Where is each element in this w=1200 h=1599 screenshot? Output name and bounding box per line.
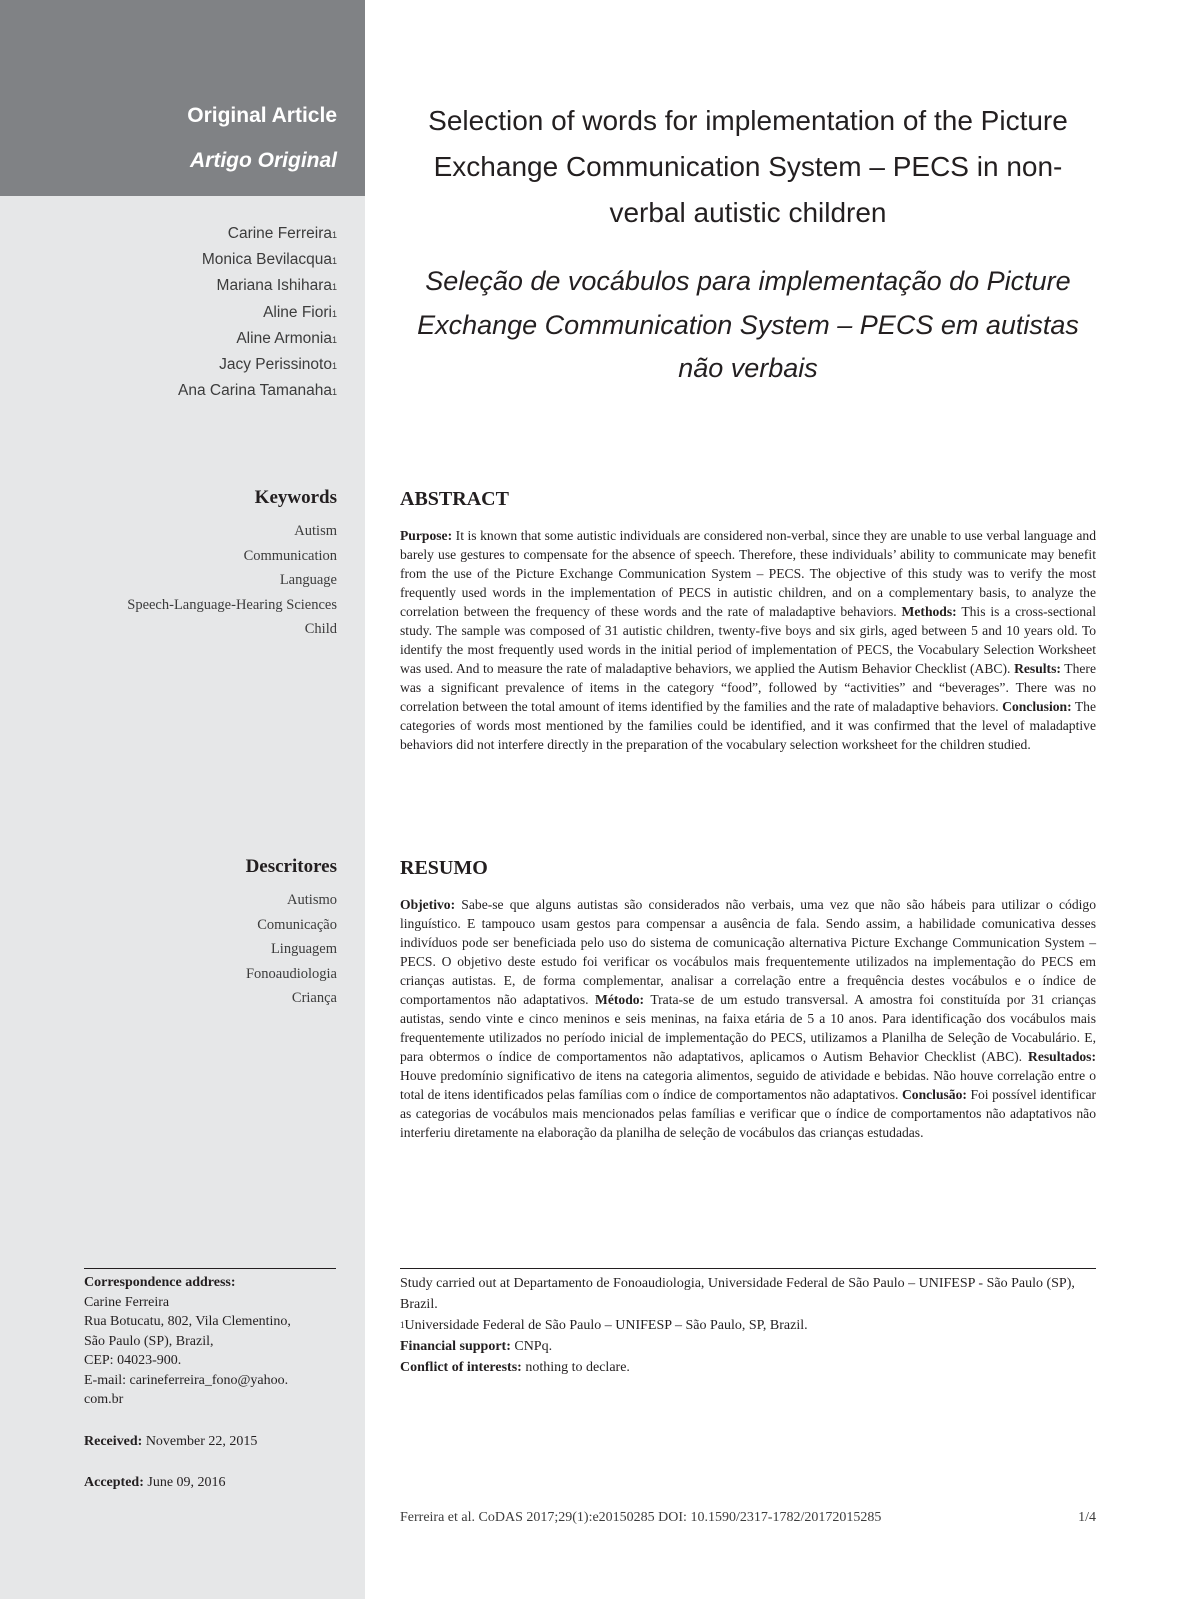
keyword: Speech-Language-Hearing Sciences: [127, 596, 337, 613]
article-type-en: Original Article: [187, 104, 337, 127]
resumo-heading: RESUMO: [400, 857, 488, 879]
descritor: Criança: [291, 990, 337, 1006]
affiliation-note: $^1$Universidade Federal de São Paulo – UNIFESP – São Paulo, SP, Brazil.: [400, 1318, 808, 1333]
keywords-title: Keywords: [254, 487, 337, 508]
received-date: Received: November 22, 2015: [84, 1433, 258, 1449]
author: Carine Ferreira$^1$: [227, 225, 337, 242]
descritor: Autismo: [287, 892, 337, 908]
descritores-title: Descritores: [245, 856, 337, 877]
author: Ana Carina Tamanaha$^1$: [178, 382, 337, 400]
sidebar: [0, 0, 365, 1599]
correspondence-line: CEP: 04023-900.: [84, 1353, 182, 1368]
correspondence-line: São Paulo (SP), Brazil,: [84, 1333, 214, 1349]
abstract-body: Purpose: It is known that some autistic individuals are considered non-verbal, since they are unable to use verbal language and barely use gestures to compensate for the absence of speech. Therefore, these individuals’ ability to communicate may benefit from the use of the Picture Exchange Communication System – PECS. The objective of this study was to verify the most frequently used words in the implementation of PECS in autistic children, and on a complementary basis, to analyze the correlation between the frequency of these words and the rate of maladaptive behaviors. Methods: This is a cross-sectional study. The sample was composed of 31 autistic children, twenty-five boys and six girls, aged between 5 and 10 years old. To identify the most frequently used words in the initial period of implementation of PECS, the Vocabulary Selection Worksheet was used. And to measure the rate of maladaptive behaviors, we applied the Autism Behavior Checklist (ABC). Results: There was a significant prevalence of items in the category “food”, followed by “activities” and “beverages”. There was no correlation between the total amount of items identified by the families and the rate of maladaptive behaviors. Conclusion: The categories of words most mentioned by the families could be identified, and it was confirmed that the level of maladaptive behaviors did not interfere directly in the preparation of the vocabulary selection worksheet for the children studied.: [400, 528, 1096, 752]
abstract-heading: ABSTRACT: [400, 488, 509, 510]
title-english: Selection of words for implementation of the Picture Exchange Communication System – PECS in non-verbal autistic children: [428, 105, 1068, 228]
accepted-date: Accepted: June 09, 2016: [84, 1475, 226, 1490]
author: Aline Fiori$^1$: [263, 303, 337, 321]
citation: Ferreira et al. CoDAS 2017;29(1):e20150285 DOI: 10.1590/2317-1782/20172015285: [400, 1510, 882, 1525]
financial-support: Financial support: CNPq.: [400, 1339, 553, 1354]
keyword: Child: [304, 621, 337, 637]
correspondence-line: Rua Botucatu, 802, Vila Clementino,: [84, 1314, 291, 1329]
descritor: Linguagem: [270, 941, 337, 957]
keyword: Language: [279, 572, 337, 588]
descritores-block: [246, 856, 337, 1011]
author: Monica Bevilacqua$^1$: [201, 251, 337, 269]
author: Mariana Ishihara$^1$: [216, 277, 337, 295]
descritor: Fonoaudiologia: [245, 965, 337, 982]
page-number: 1/4: [1078, 1510, 1096, 1525]
author: Jacy Perissinoto$^1$: [219, 356, 337, 374]
study-note: Study carried out at Departamento de Fonoaudiologia, Universidade Federal de São Paulo – UNIFESP - São Paulo (SP), Brazil.: [400, 1276, 1075, 1312]
resumo-body: Objetivo: Sabe-se que alguns autistas são considerados não verbais, uma vez que não são hábeis para utilizar o código linguístico. E tampouco usam gestos para compensar a ausência de fala. Sendo assim, a habilidade comunicativa desses indivíduos pode ser beneficiada pelo uso do sistema de comunicação alternativa Picture Exchange Communication System – PECS. O objetivo deste estudo foi verificar os vocábulos mais frequentemente utilizados na implementação do PECS em crianças autistas. E, de forma complementar, analisar a correlação entre a frequência destes vocábulos e o índice de comportamentos não adaptativos. Método: Trata-se de um estudo transversal. A amostra foi constituída por 31 crianças autistas, sendo vinte e cinco meninos e seis meninas, na faixa etária de 5 a 10 anos. Para identificação dos vocábulos mais frequentemente utilizados no período inicial de implementação do PECS, utilizamos a Planilha de Seleção de Vocabulário. E, para obtermos o índice de comportamentos não adaptativos, aplicamos o Autism Behavior Checklist (ABC). Resultados: Houve predomínio significativo de itens na categoria alimentos, seguido de atividade e bebidas. Não houve correlação entre o total de itens identificados pelas famílias com o índice de comportamentos não adaptativos. Conclusão: Foi possível identificar as categorias de vocábulos mais mencionados pelas famílias e verificar que o índice de comportamentos não adaptativos não interferiu diretamente na elaboração da planilha de seleção de vocábulos das crianças estudadas.: [400, 897, 1096, 1140]
correspondence-label: Correspondence address:: [84, 1275, 236, 1290]
page-footer: [400, 1510, 1096, 1526]
descritor: Comunicação: [257, 916, 337, 933]
author-list: [178, 221, 337, 404]
article-type: [187, 101, 337, 176]
title-portuguese: Seleção de vocábulos para implementação do Picture Exchange Communication System – PECS em autistas não verbais: [417, 266, 1079, 383]
article-type-banner: [0, 0, 365, 196]
correspondence-block: [84, 1268, 336, 1493]
resumo-section: [400, 857, 1096, 1142]
correspondence-line: Carine Ferreira: [84, 1294, 170, 1310]
keywords-block: [127, 487, 337, 642]
keyword: Autism: [294, 523, 337, 539]
keyword: Communication: [243, 547, 337, 564]
author: Aline Armonia$^1$: [236, 329, 337, 347]
conflict-of-interests: Conflict of interests: nothing to declare.: [400, 1360, 630, 1375]
correspondence-email-cont: com.br: [84, 1392, 124, 1407]
article-type-pt: Artigo Original: [190, 149, 337, 172]
abstract-section: [400, 488, 1096, 754]
correspondence-email: E-mail: carineferreira_fono@yahoo.: [84, 1372, 289, 1388]
footnotes: [400, 1268, 1096, 1378]
